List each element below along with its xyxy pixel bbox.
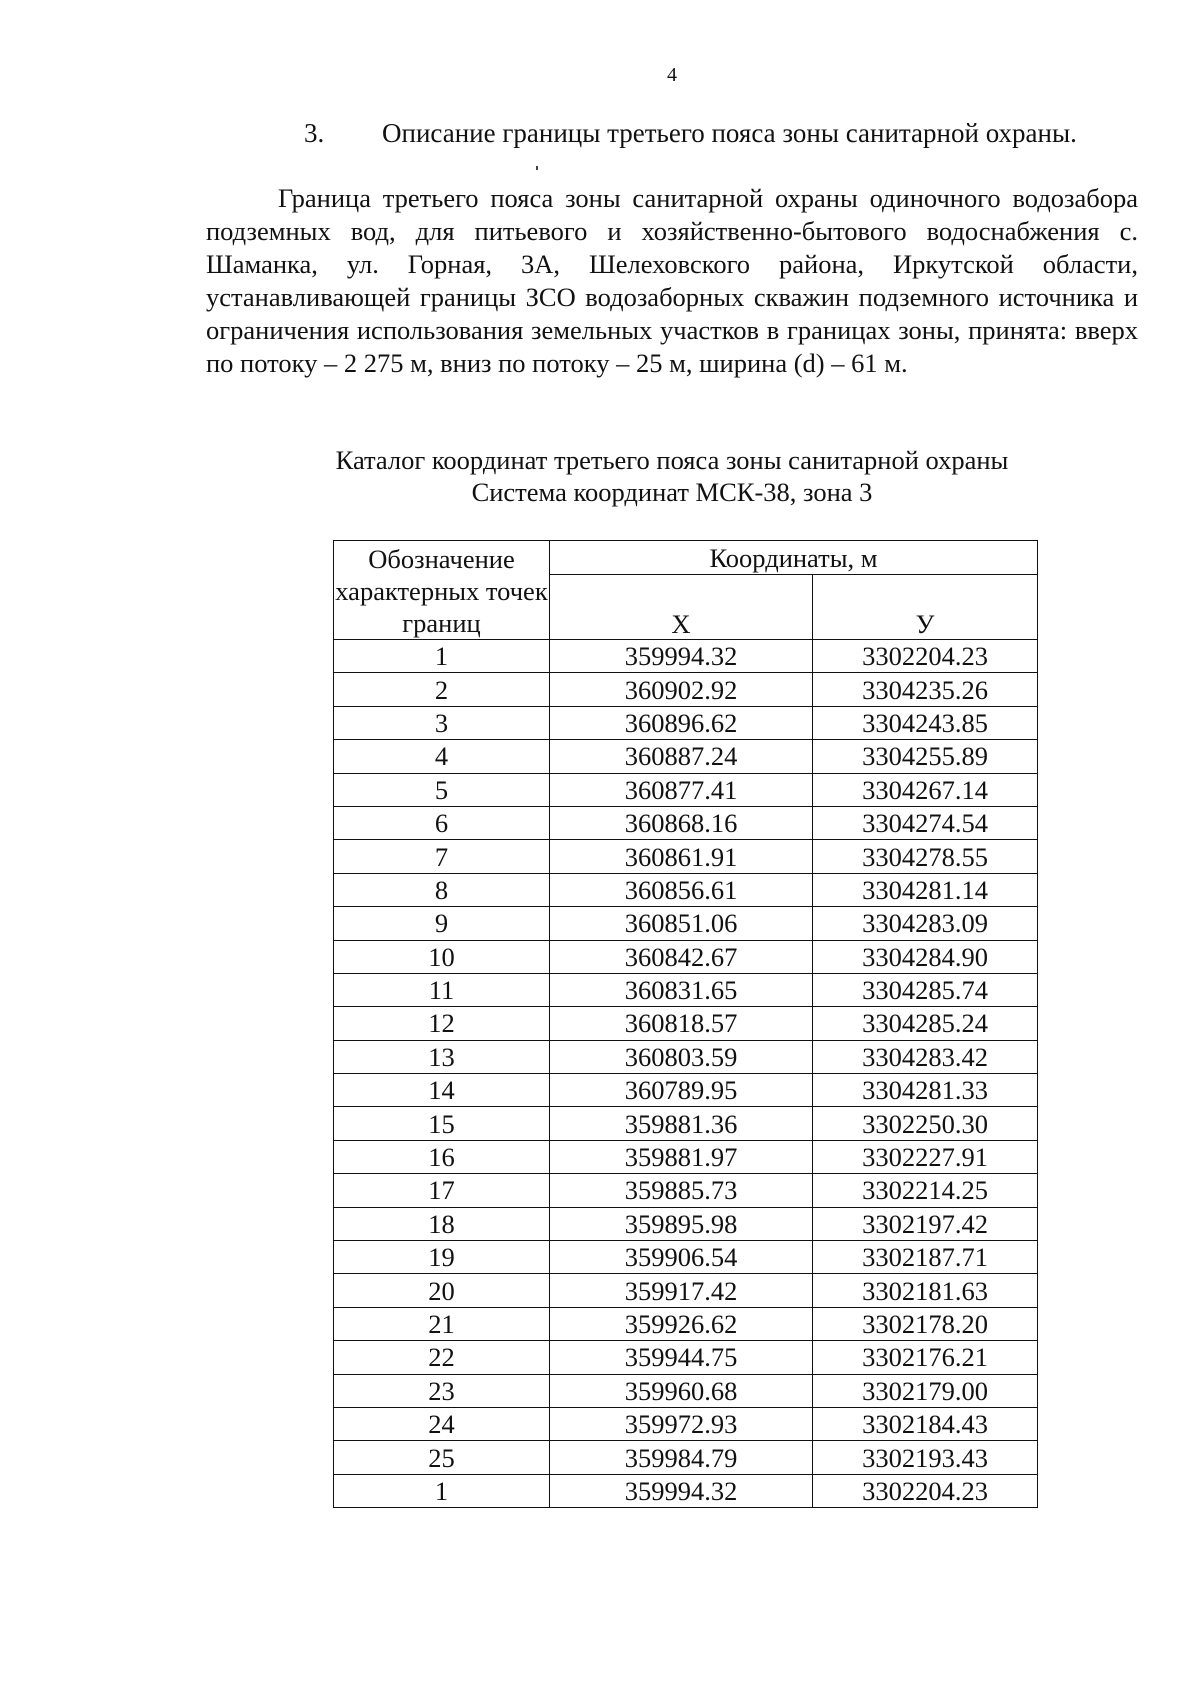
table-row (334, 1307, 1038, 1340)
cell-x: 360896.62 (550, 706, 813, 739)
table-row (334, 1207, 1038, 1240)
cell-point: 7 (334, 840, 550, 873)
cell-x: 360851.06 (550, 907, 813, 940)
cell-x: 359944.75 (550, 1341, 813, 1374)
cell-y: 3302250.30 (813, 1107, 1038, 1140)
cell-x: 360856.61 (550, 873, 813, 906)
table-row (334, 1040, 1038, 1073)
cell-point: 22 (334, 1341, 550, 1374)
cell-x: 360868.16 (550, 806, 813, 839)
table-header-row (334, 541, 1038, 575)
cell-point: 1 (334, 1474, 550, 1507)
cell-y: 3304235.26 (813, 673, 1038, 706)
cell-y: 3302197.42 (813, 1207, 1038, 1240)
cell-y: 3302187.71 (813, 1241, 1038, 1274)
cell-y: 3302204.23 (813, 640, 1038, 673)
cell-y: 3304278.55 (813, 840, 1038, 873)
cell-y: 3302227.91 (813, 1140, 1038, 1173)
cell-point: 11 (334, 973, 550, 1006)
header-x: X (550, 575, 813, 640)
section-title: Описание границы третьего пояса зоны санитарной охраны. (382, 118, 1077, 148)
header-y: У (813, 575, 1038, 640)
cell-y: 3304267.14 (813, 773, 1038, 806)
cell-point: 5 (334, 773, 550, 806)
section-heading (304, 118, 1077, 149)
cell-y: 3302184.43 (813, 1407, 1038, 1440)
boundary-description-paragraph: Граница третьего пояса зоны санитарной охраны одиночного водозабора подземных вод, для питьевого и хозяйственно-бытового водоснабжения с. Шаманка, ул. Горная, 3А, Шелеховского района, Иркутской области, устанавливающей границы ЗСО водозаборных скважин подземного источника и ограничения использования земельных участков в границах зоны, принята: вверх по потоку – 2 275 м, вниз по потоку – 25 м, ширина (d) – 61 м. (206, 183, 1138, 378)
cell-x: 359881.97 (550, 1140, 813, 1173)
table-row (334, 806, 1038, 839)
cell-point: 18 (334, 1207, 550, 1240)
table-row (334, 740, 1038, 773)
section-number: 3. (304, 118, 325, 148)
cell-point: 15 (334, 1107, 550, 1140)
cell-point: 4 (334, 740, 550, 773)
table-row (334, 973, 1038, 1006)
table-row (334, 840, 1038, 873)
cell-x: 360902.92 (550, 673, 813, 706)
cell-x: 359926.62 (550, 1307, 813, 1340)
cell-point: 13 (334, 1040, 550, 1073)
cell-y: 3302204.23 (813, 1474, 1038, 1507)
cell-x: 360803.59 (550, 1040, 813, 1073)
table-row (334, 1441, 1038, 1474)
table-row (334, 706, 1038, 739)
cell-point: 24 (334, 1407, 550, 1440)
cell-x: 359881.36 (550, 1107, 813, 1140)
table-row (334, 1007, 1038, 1040)
cell-point: 8 (334, 873, 550, 906)
cell-x: 359895.98 (550, 1207, 813, 1240)
page-number: 4 (667, 64, 677, 86)
table-body (334, 640, 1038, 1508)
table-row (334, 1107, 1038, 1140)
table-row (334, 640, 1038, 673)
cell-point: 10 (334, 940, 550, 973)
cell-y: 3304281.33 (813, 1074, 1038, 1107)
cell-y: 3302181.63 (813, 1274, 1038, 1307)
cell-y: 3302178.20 (813, 1307, 1038, 1340)
cell-y: 3304281.14 (813, 873, 1038, 906)
header-point-designation: Обозначение характерных точек границ (334, 541, 550, 640)
cell-x: 359984.79 (550, 1441, 813, 1474)
cell-point: 25 (334, 1441, 550, 1474)
table-row (334, 1174, 1038, 1207)
table-row (334, 1140, 1038, 1173)
header-coordinates: Координаты, м (550, 541, 1038, 575)
cell-y: 3302176.21 (813, 1341, 1038, 1374)
cell-x: 360887.24 (550, 740, 813, 773)
table-row (334, 1341, 1038, 1374)
table-row (334, 873, 1038, 906)
cell-y: 3304285.24 (813, 1007, 1038, 1040)
cell-point: 2 (334, 673, 550, 706)
cell-x: 360818.57 (550, 1007, 813, 1040)
table-caption (206, 444, 1138, 508)
coordinates-table (333, 540, 1038, 1508)
cell-y: 3304284.90 (813, 940, 1038, 973)
cell-y: 3304283.09 (813, 907, 1038, 940)
cell-point: 1 (334, 640, 550, 673)
cell-point: 16 (334, 1140, 550, 1173)
cell-y: 3304274.54 (813, 806, 1038, 839)
cell-point: 6 (334, 806, 550, 839)
table-row (334, 673, 1038, 706)
cell-point: 23 (334, 1374, 550, 1407)
cell-x: 359994.32 (550, 1474, 813, 1507)
cell-x: 360861.91 (550, 840, 813, 873)
cell-y: 3304285.74 (813, 973, 1038, 1006)
cell-point: 17 (334, 1174, 550, 1207)
table-row (334, 1074, 1038, 1107)
cell-x: 359994.32 (550, 640, 813, 673)
cell-y: 3304255.89 (813, 740, 1038, 773)
table-row (334, 1407, 1038, 1440)
cell-point: 20 (334, 1274, 550, 1307)
cell-y: 3302214.25 (813, 1174, 1038, 1207)
cell-point: 3 (334, 706, 550, 739)
scan-artifact (536, 166, 538, 170)
cell-x: 359960.68 (550, 1374, 813, 1407)
cell-x: 360831.65 (550, 973, 813, 1006)
table-row (334, 1274, 1038, 1307)
cell-x: 359906.54 (550, 1241, 813, 1274)
cell-point: 21 (334, 1307, 550, 1340)
cell-y: 3304243.85 (813, 706, 1038, 739)
cell-y: 3302193.43 (813, 1441, 1038, 1474)
cell-point: 19 (334, 1241, 550, 1274)
caption-line-title: Каталог координат третьего пояса зоны санитарной охраны (335, 445, 1009, 475)
cell-y: 3304283.42 (813, 1040, 1038, 1073)
cell-point: 9 (334, 907, 550, 940)
caption-line-system: Система координат МСК-38, зона 3 (471, 477, 873, 507)
cell-x: 359972.93 (550, 1407, 813, 1440)
cell-point: 14 (334, 1074, 550, 1107)
cell-y: 3302179.00 (813, 1374, 1038, 1407)
cell-x: 360877.41 (550, 773, 813, 806)
cell-point: 12 (334, 1007, 550, 1040)
table-row (334, 1374, 1038, 1407)
cell-x: 359917.42 (550, 1274, 813, 1307)
table-row (334, 1474, 1038, 1507)
cell-x: 360789.95 (550, 1074, 813, 1107)
cell-x: 360842.67 (550, 940, 813, 973)
table-row (334, 940, 1038, 973)
cell-x: 359885.73 (550, 1174, 813, 1207)
table-row (334, 907, 1038, 940)
table-row (334, 1241, 1038, 1274)
table-row (334, 773, 1038, 806)
